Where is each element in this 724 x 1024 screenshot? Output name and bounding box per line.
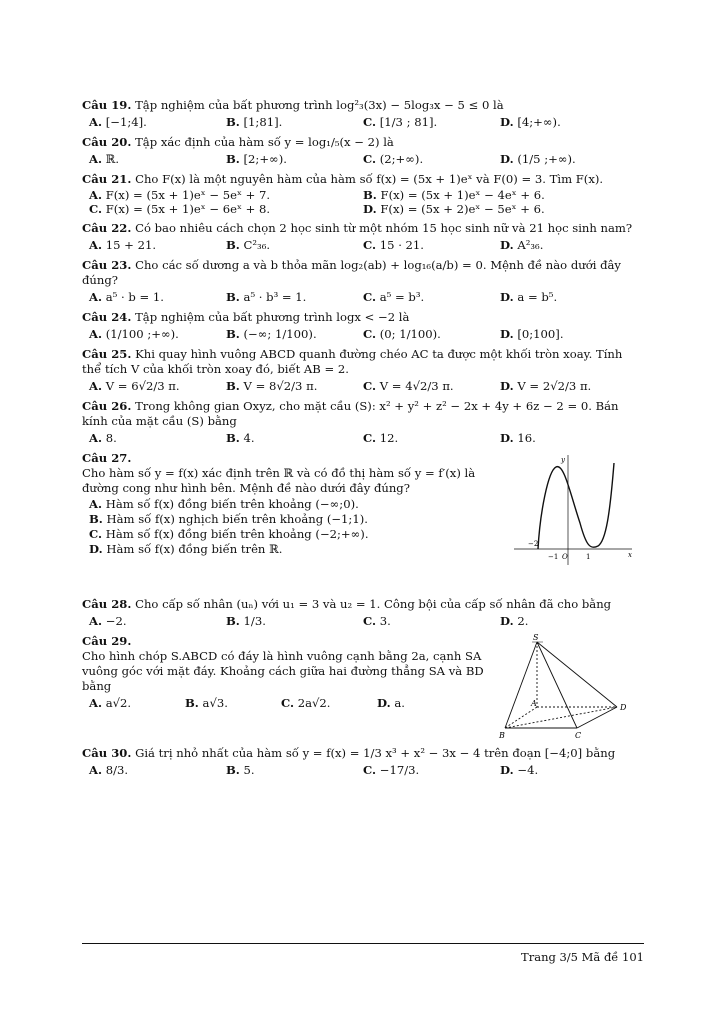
answer-options (89, 151, 644, 167)
question-label: Câu 20. (82, 135, 132, 149)
answer-option[interactable] (226, 114, 363, 130)
option-text: a√2. (105, 696, 132, 710)
option-letter: A. (89, 763, 103, 777)
question-block (82, 135, 644, 167)
option-text: V = 8√2/3 π. (243, 379, 318, 393)
answer-option[interactable] (226, 237, 363, 253)
option-text: Hàm số f(x) nghịch biến trên khoảng (−1;1). (106, 512, 368, 526)
option-letter: B. (226, 115, 240, 129)
option-letter: B. (226, 238, 240, 252)
option-text: F(x) = (5x + 1)eˣ − 5eˣ + 7. (105, 188, 271, 202)
option-text: 2a√2. (297, 696, 331, 710)
question-label: Câu 30. (82, 746, 132, 760)
option-text: F(x) = (5x + 2)eˣ − 5eˣ + 6. (380, 202, 545, 216)
question-text (82, 347, 644, 377)
option-letter: B. (363, 188, 377, 202)
option-letter: D. (363, 202, 377, 216)
vertex-A: A (531, 699, 537, 708)
answer-option[interactable] (363, 326, 500, 342)
question-text (82, 310, 644, 325)
option-text: (1/100 ;+∞). (105, 327, 179, 341)
option-letter: B. (226, 379, 240, 393)
option-text: F(x) = (5x + 1)eˣ − 6eˣ + 8. (105, 202, 271, 216)
question-text (82, 135, 644, 150)
option-text: 12. (379, 431, 399, 445)
question-text (82, 399, 644, 429)
option-letter: C. (363, 327, 377, 341)
option-letter: C. (363, 238, 377, 252)
answer-option[interactable] (226, 762, 363, 778)
option-letter: A. (89, 379, 103, 393)
option-text: (−∞; 1/100). (243, 327, 317, 341)
tick-label: −2 (528, 540, 539, 548)
option-letter: A. (89, 152, 103, 166)
option-text: −2. (105, 614, 127, 628)
answer-option[interactable] (500, 613, 637, 629)
question-stem: Tập nghiệm của bất phương trình log²₃(3x) − 5log₃x − 5 ≤ 0 là (135, 98, 504, 112)
answer-option[interactable] (89, 114, 226, 130)
option-text: 4. (243, 431, 255, 445)
option-text: −4. (517, 763, 539, 777)
option-letter: C. (281, 696, 295, 710)
fprime-curve (538, 463, 614, 549)
question-label: Câu 26. (82, 399, 132, 413)
question-block (82, 597, 644, 629)
answer-option[interactable] (500, 430, 637, 446)
question-label: Câu 27. (82, 451, 132, 465)
question-text (82, 172, 644, 187)
option-text: a⁵ · b³ = 1. (243, 290, 307, 304)
answer-option[interactable] (363, 430, 500, 446)
answer-option[interactable] (89, 151, 226, 167)
option-letter: A. (89, 115, 103, 129)
question-label: Câu 28. (82, 597, 132, 611)
option-text: [1/3 ; 81]. (379, 115, 438, 129)
option-letter: B. (226, 290, 240, 304)
exam-page (82, 98, 644, 783)
option-letter: B. (226, 152, 240, 166)
option-letter: C. (363, 115, 377, 129)
answer-option[interactable] (500, 378, 637, 394)
question-block (82, 310, 644, 342)
question-block (82, 347, 644, 394)
answer-option[interactable] (89, 378, 226, 394)
question-stem: Tập nghiệm của bất phương trình logx < −2 là (135, 310, 410, 324)
answer-options (89, 430, 644, 446)
vertex-S: S (533, 633, 539, 642)
option-letter: D. (500, 238, 514, 252)
option-letter: D. (500, 614, 514, 628)
option-text: A²₃₆. (517, 238, 544, 252)
question-text (82, 258, 644, 288)
question-stem: Cho hình chóp S.ABCD có đáy là hình vuông cạnh bằng 2a, cạnh SA vuông góc với mặt đáy. Khoảng cách giữa hai đường thẳng SA và BD bằng (82, 649, 484, 693)
question-label: Câu 29. (82, 634, 132, 648)
option-text: ℝ. (105, 152, 120, 166)
question-label: Câu 25. (82, 347, 132, 361)
option-text: 16. (517, 431, 536, 445)
answer-option[interactable] (226, 378, 363, 394)
vertex-D: D (620, 703, 627, 712)
option-letter: A. (89, 696, 103, 710)
option-letter: D. (500, 431, 514, 445)
option-letter: B. (226, 431, 240, 445)
option-text: (2;+∞). (379, 152, 424, 166)
question-stem: Trong không gian Oxyz, cho mặt cầu (S): x² + y² + z² − 2x + 4y + 6z − 2 = 0. Bán kính của mặt cầu (S) bằng (82, 399, 619, 428)
option-letter: A. (89, 431, 103, 445)
option-text: 15 + 21. (105, 238, 157, 252)
answer-option[interactable] (185, 695, 281, 711)
question-stem: Giá trị nhỏ nhất của hàm số y = f(x) = 1/3 x³ + x² − 3x − 4 trên đoạn [−4;0] bằng (135, 746, 616, 760)
answer-options (89, 762, 644, 778)
question-block (82, 258, 644, 305)
question-text (82, 98, 644, 113)
option-text: V = 4√2/3 π. (379, 379, 454, 393)
question-label: Câu 22. (82, 221, 132, 235)
page-footer (82, 943, 644, 964)
answer-option[interactable] (377, 695, 437, 711)
question-label: Câu 21. (82, 172, 132, 186)
answer-options (89, 237, 644, 253)
option-letter: D. (500, 152, 514, 166)
tick-label: 1 (586, 553, 591, 561)
option-letter: C. (363, 763, 377, 777)
option-text: V = 6√2/3 π. (105, 379, 180, 393)
option-text: (1/5 ;+∞). (517, 152, 576, 166)
option-letter: A. (89, 497, 103, 511)
option-text: [4;+∞). (517, 115, 561, 129)
option-text: Hàm số f(x) đồng biến trên ℝ. (106, 542, 283, 556)
option-text: [1;81]. (243, 115, 283, 129)
answer-option[interactable] (500, 326, 637, 342)
option-text: 8/3. (105, 763, 129, 777)
option-letter: A. (89, 290, 103, 304)
answer-option[interactable] (89, 188, 363, 202)
option-letter: A. (89, 614, 103, 628)
answer-option[interactable] (226, 289, 363, 305)
option-letter: C. (89, 527, 103, 541)
question-block (82, 98, 644, 130)
answer-option[interactable] (281, 695, 377, 711)
question-block (82, 399, 644, 446)
question-block (82, 634, 644, 746)
option-text: F(x) = (5x + 1)eˣ − 4eˣ + 6. (380, 188, 545, 202)
answer-options (89, 188, 644, 216)
answer-option[interactable] (226, 613, 363, 629)
answer-option[interactable] (500, 151, 637, 167)
option-letter: D. (500, 379, 514, 393)
option-text: a. (394, 696, 405, 710)
question-stem: Cho F(x) là một nguyên hàm của hàm số f(x) = (5x + 1)eˣ và F(0) = 3. Tìm F(x). (135, 172, 604, 186)
answer-options (89, 114, 644, 130)
answer-option[interactable] (363, 613, 500, 629)
pyramid-figure (497, 632, 637, 742)
option-text: Hàm số f(x) đồng biến trên khoảng (−2;+∞). (105, 527, 369, 541)
option-letter: D. (500, 290, 514, 304)
answer-option[interactable] (363, 202, 637, 216)
option-letter: D. (377, 696, 391, 710)
tick-label: −1 (548, 553, 559, 561)
answer-option[interactable] (89, 289, 226, 305)
option-letter: B. (185, 696, 199, 710)
option-letter: B. (226, 327, 240, 341)
option-letter: B. (89, 512, 103, 526)
answer-option[interactable] (89, 762, 226, 778)
origin-label: O (562, 553, 568, 561)
option-text: (0; 1/100). (379, 327, 441, 341)
answer-option[interactable] (500, 762, 637, 778)
question-block (82, 221, 644, 253)
option-letter: D. (500, 115, 514, 129)
answer-option[interactable] (89, 613, 226, 629)
question-stem: Có bao nhiêu cách chọn 2 học sinh từ một nhóm 15 học sinh nữ và 21 học sinh nam? (135, 221, 633, 235)
option-text: 8. (105, 431, 117, 445)
answer-option[interactable] (500, 114, 637, 130)
option-letter: B. (226, 614, 240, 628)
answer-options (89, 613, 644, 629)
option-text: [−1;4]. (105, 115, 147, 129)
answer-option[interactable] (226, 151, 363, 167)
question-block (82, 746, 644, 778)
answer-option[interactable] (89, 430, 226, 446)
option-letter: B. (226, 763, 240, 777)
option-letter: A. (89, 327, 103, 341)
question-text (82, 221, 644, 236)
option-letter: C. (363, 379, 377, 393)
question-stem: Cho cấp số nhân (uₙ) với u₁ = 3 và u₂ = 1. Công bội của cấp số nhân đã cho bằng (135, 597, 612, 611)
answer-option[interactable] (363, 762, 500, 778)
option-letter: C. (89, 202, 103, 216)
derivative-graph (514, 453, 634, 568)
answer-options (89, 289, 644, 305)
answer-option[interactable] (500, 289, 637, 305)
answer-option[interactable] (226, 430, 363, 446)
option-letter: A. (89, 188, 103, 202)
option-letter: D. (500, 763, 514, 777)
option-text: 3. (379, 614, 391, 628)
option-text: 2. (517, 614, 529, 628)
option-text: C²₃₆. (243, 238, 271, 252)
question-stem: Cho các số dương a và b thỏa mãn log₂(ab) + log₁₆(a/b) = 0. Mệnh đề nào dưới đây đúng? (82, 258, 621, 287)
vertex-C: C (575, 731, 582, 740)
answer-option[interactable] (363, 378, 500, 394)
option-text: a = b⁵. (517, 290, 558, 304)
answer-options (89, 326, 644, 342)
question-block (82, 451, 644, 597)
option-text: [0;100]. (517, 327, 564, 341)
x-axis-label: x (628, 551, 632, 559)
answer-option[interactable] (89, 326, 226, 342)
option-text: a√3. (202, 696, 228, 710)
footer-text: Trang 3/5 Mã đề 101 (521, 950, 644, 964)
option-text: −17/3. (379, 763, 420, 777)
question-stem: Cho hàm số y = f(x) xác định trên ℝ và có đồ thị hàm số y = f′(x) là đường cong như hình bên. Mệnh đề nào dưới đây đúng? (82, 466, 476, 495)
option-letter: C. (363, 614, 377, 628)
answer-option[interactable] (89, 237, 226, 253)
answer-option[interactable] (89, 695, 185, 711)
answer-option[interactable] (500, 237, 637, 253)
answer-option[interactable] (363, 114, 500, 130)
question-label: Câu 23. (82, 258, 132, 272)
option-letter: D. (500, 327, 514, 341)
question-stem: Tập xác định của hàm số y = log₁/₅(x − 2) là (135, 135, 394, 149)
vertex-B: B (499, 731, 505, 740)
answer-option[interactable] (89, 202, 363, 216)
answer-option[interactable] (363, 237, 500, 253)
option-text: 1/3. (243, 614, 266, 628)
answer-option[interactable] (226, 326, 363, 342)
answer-option[interactable] (363, 188, 637, 202)
option-text: [2;+∞). (243, 152, 287, 166)
option-text: Hàm số f(x) đồng biến trên khoảng (−∞;0). (105, 497, 359, 511)
question-text (82, 746, 644, 761)
answer-option[interactable] (363, 289, 500, 305)
option-letter: A. (89, 238, 103, 252)
question-stem: Khi quay hình vuông ABCD quanh đường chéo AC ta được một khối tròn xoay. Tính thể tích V của khối tròn xoay đó, biết AB = 2. (82, 347, 623, 376)
option-text: 5. (243, 763, 255, 777)
option-letter: C. (363, 431, 377, 445)
option-letter: D. (89, 542, 103, 556)
option-letter: C. (363, 290, 377, 304)
option-text: V = 2√2/3 π. (517, 379, 592, 393)
option-text: a⁵ = b³. (379, 290, 425, 304)
option-letter: C. (363, 152, 377, 166)
y-axis-label: y (561, 456, 565, 464)
question-text (82, 597, 644, 612)
question-block (82, 172, 644, 216)
answer-option[interactable] (363, 151, 500, 167)
question-label: Câu 19. (82, 98, 132, 112)
option-text: 15 · 21. (379, 238, 424, 252)
option-text: a⁵ · b = 1. (105, 290, 164, 304)
answer-options (89, 378, 644, 394)
question-label: Câu 24. (82, 310, 132, 324)
